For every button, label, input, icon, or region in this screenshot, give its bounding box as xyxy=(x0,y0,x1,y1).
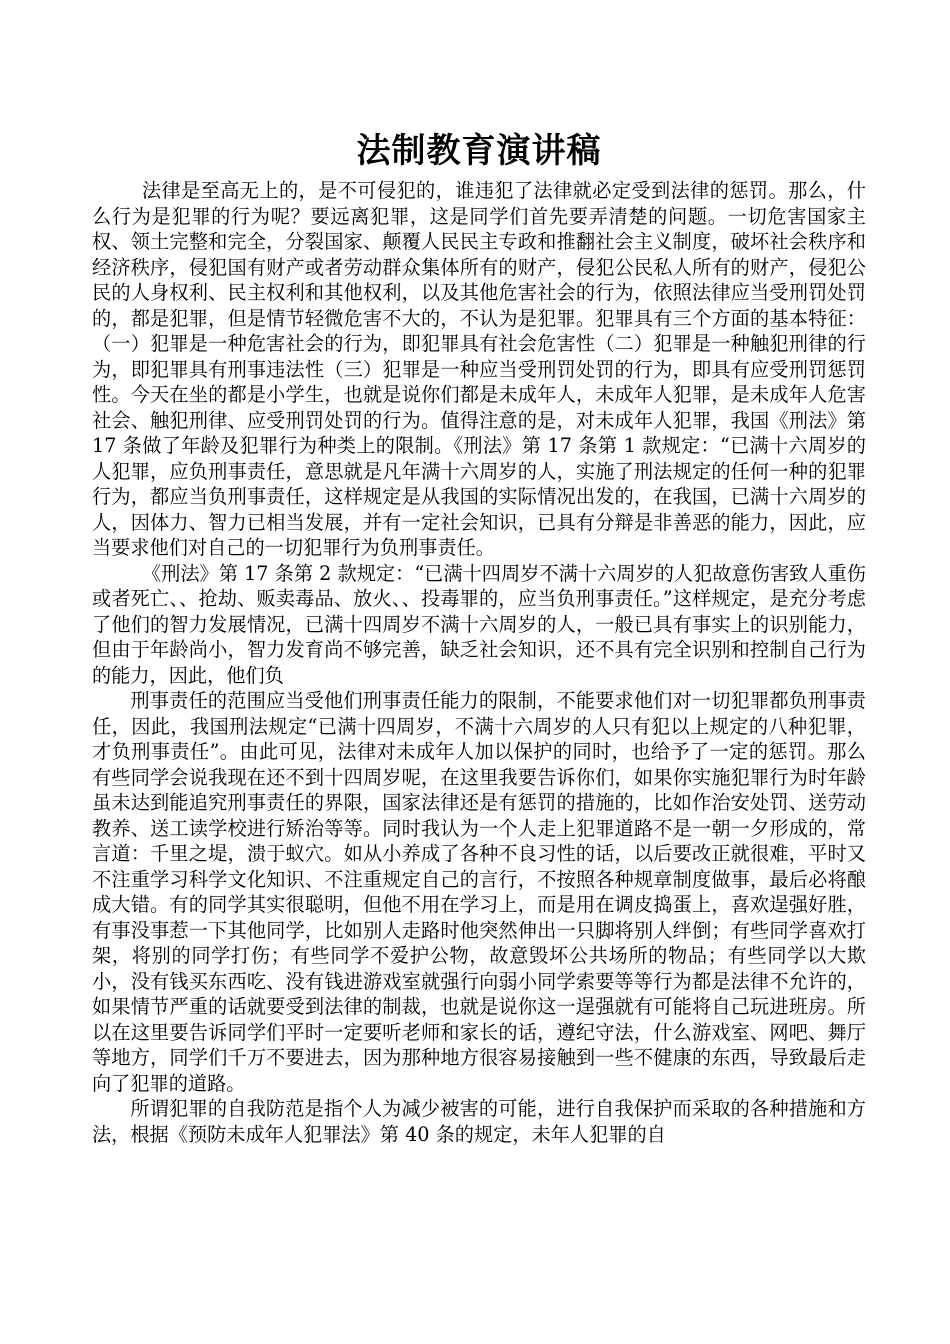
paragraph-definition-of-crime: 法律是至高无上的，是不可侵犯的，谁违犯了法律就必定受到法律的惩罚。那么，什么行为是犯罪的行为呢？要远离犯罪，这是同学们首先要弄清楚的问题。一切危害国家主权、领土完整和完全，分裂国家、颠覆人民民主专政和推翻社会主义制度，破坏社会秩序和经济秩序，侵犯国有财产或者劳动群众集体所有的财产，侵犯公民私人所有的财产，侵犯公民的人身权利、民主权利和其他权利，以及其他危害社会的行为，依照法律应当受刑罚处罚的，都是犯罪，但是情节轻微危害不大的，不认为是犯罪。犯罪具有三个方面的基本特征：（一）犯罪是一种危害社会的行为，即犯罪具有社会危害性（二）犯罪是一种触犯刑律的行为，即犯罪具有刑事违法性（三）犯罪是一种应当受刑罚处罚的行为，即具有应受刑罚惩罚性。今天在坐的都是小学生，也就是说你们都是未成年人，未成年人犯罪，是未成年人危害社会、触犯刑律、应受刑罚处罚的行为。值得注意的是，对未成年人犯罪，我国《刑法》第 17 条做了年龄及犯罪行为种类上的限制。《刑法》第 17 条第 1 款规定：“已满十六周岁的人犯罪，应负刑事责任，意思就是凡年满十六周岁的人，实施了刑法规定的任何一种的犯罪行为，都应当负刑事责任，这样规定是从我国的实际情况出发的，在我国，已满十六周岁的人，因体力、智力已相当发展，并有一定社会知识，已具有分辩是非善恶的能力，因此，应当要求他们对自己的一切犯罪行为负刑事责任。 xyxy=(92,179,866,559)
document-page xyxy=(92,128,866,1147)
paragraph-article-17-clause-2: 《刑法》第 17 条第 2 款规定：“已满十四周岁不满十六周岁的人犯故意伤害致人重伤或者死亡、、抢劫、贩卖毒品、放火、、投毒罪的，应当负刑事责任。”这样规定，是充分考虑了他们的智力发展情况，已满十四周岁不满十六周岁的人，一般已具有事实上的识别能力，但由于年龄尚小，智力发育尚不够完善，缺乏社会知识，还不具有完全识别和控制自己行为的能力，因此，他们负 xyxy=(92,561,866,687)
paragraph-self-protection: 所谓犯罪的自我防范是指个人为减少被害的可能，进行自我保护而采取的各种措施和方法，根据《预防未成年人犯罪法》第 40 条的规定，未年人犯罪的自 xyxy=(92,1097,866,1146)
document-title: 法制教育演讲稿 xyxy=(356,131,602,171)
paragraph-criminal-responsibility: 刑事责任的范围应当受他们刑事责任能力的限制，不能要求他们对一切犯罪都负刑事责任，因此，我国刑法规定“已满十四周岁，不满十六周岁的人只有犯以上规定的八种犯罪，才负刑事责任”。由此可见，法律对未成年人加以保护的同时，也给予了一定的惩罚。那么有些同学会说我现在还不到十四周岁呢，在这里我要告诉你们，如果你实施犯罪行为时年龄虽未达到能追究刑事责任的界限，国家法律还是有惩罚的措施的，比如作治安处罚、送劳动教养、送工读学校进行矫治等等。同时我认为一个人走上犯罪道路不是一朝一夕形成的，常言道：千里之堤，溃于蚁穴。如从小养成了各种不良习性的话，以后要改正就很难，平时又不注重学习科学文化知识、不注重规定自己的言行，不按照各种规章制度做事，最后必将酿成大错。有的同学其实很聪明，但他不用在学习上，而是用在调皮捣蛋上，喜欢逞强好胜，有事没事惹一下其他同学，比如别人走路时他突然伸出一只脚将别人绊倒；有些同学喜欢打架，将别的同学打伤；有些同学不爱护公物，故意毁坏公共场所的物品；有些同学以大欺小，没有钱买东西吃、没有钱进游戏室就强行向弱小同学索要等等行为都是法律不允许的，如果情节严重的话就要受到法律的制裁，也就是说你这一逞强就有可能将自己玩进班房。所以在这里要告诉同学们平时一定要听老师和家长的话，遵纪守法，什么游戏室、网吧、舞厅等地方，同学们千万不要进去，因为那种地方很容易接触到一些不健康的东西，导致最后走向了犯罪的道路。 xyxy=(92,689,866,1095)
